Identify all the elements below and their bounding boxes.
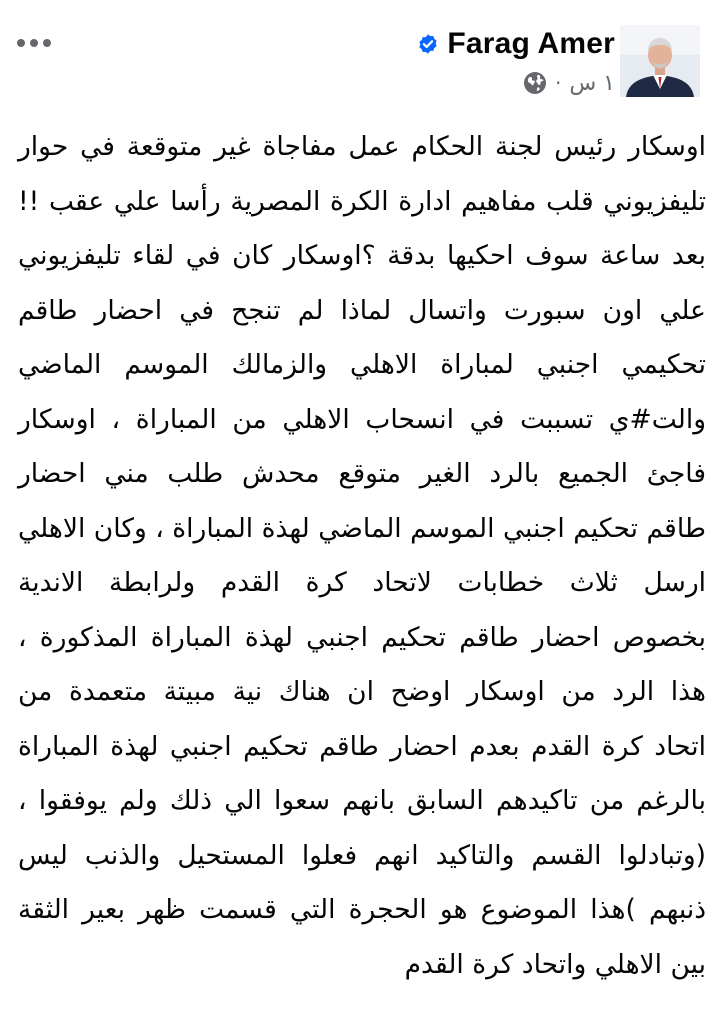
post-header [0, 0, 720, 112]
post-text [18, 120, 706, 992]
post-timestamp[interactable]: ١ س [569, 70, 615, 96]
post-text-line: اتحاد كرة القدم بعدم احضار طاقم تحكيم اجنبي لهذة المباراة [18, 730, 706, 762]
author-line [417, 27, 615, 61]
more-options-icon [16, 38, 52, 48]
post-text-line: والت#ي تسببت في انسحاب الاهلي من المباراة ، اوسكار [18, 403, 706, 435]
globe-icon[interactable] [523, 71, 547, 95]
post-text-line: طاقم تحكيم اجنبي الموسم الماضي لهذة المباراة ، وكان الاهلي [18, 512, 706, 544]
post-text-line: (وتبادلوا القسم والتاكيد انهم فعلوا المستحيل والذنب ليس [18, 839, 706, 871]
post-text-line: تليفزيوني قلب مفاهيم ادارة الكرة المصرية رأسا علي عقب !! [18, 185, 706, 217]
post-meta [523, 68, 615, 98]
post-text-line: فاجئ الجميع بالرد الغير متوقع محدش طلب مني احضار [18, 458, 706, 489]
post-text-line: علي اون سبورت واتسال لماذا لم تنجح في احضار طاقم [18, 294, 706, 326]
author-name[interactable]: Farag Amer [447, 27, 615, 60]
post-text-line: هذا الرد من اوسكار اوضح ان هناك نية مبيتة متعمدة من [18, 676, 706, 707]
post-text-line: بخصوص احضار طاقم تحكيم اجنبي لهذة المباراة المذكورة ، [18, 621, 706, 653]
post-text-line: بالرغم من تاكيدهم السابق بانهم سعوا الي ذلك ولم يوفقوا ، [18, 785, 706, 816]
meta-separator: · [554, 71, 562, 95]
post-text-line: بين الاهلي واتحاد كرة القدم [404, 948, 706, 980]
avatar[interactable] [620, 25, 700, 97]
post-text-line: ذنبهم )هذا الموضوع هو الحجرة التي قسمت ظهر بعير الثقة [18, 894, 706, 925]
post-text-line: اوسكار رئيس لجنة الحكام عمل مفاجاة غير متوقعة في حوار [18, 131, 706, 162]
post-text-line: تحكيمي اجنبي لمباراة الاهلي والزمالك الموسم الماضي [18, 349, 706, 380]
more-options-button[interactable] [14, 30, 54, 56]
post-text-line: ارسل ثلاث خطابات لاتحاد كرة القدم ولرابطة الاندية [18, 567, 706, 598]
post-text-line: بعد ساعة سوف احكيها بدقة ؟اوسكار كان في لقاء تليفزيوني [18, 240, 706, 271]
verified-badge-icon [417, 33, 439, 55]
